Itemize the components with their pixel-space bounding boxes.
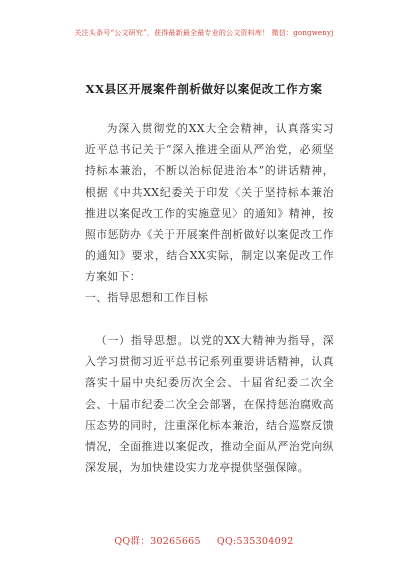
footer-contact xyxy=(0,533,408,547)
footer-qq: QQ:535304092 xyxy=(216,536,294,547)
guiding-principle-paragraph: （一）指导思想。以党的XX大精神为指导，深入学习贯彻习近平总书记系列重要讲话精神，认真落实十届中央纪委历次全会、十届省纪委二次全会、十届市纪委二次全会部署，在保持惩治腐败高压态势的同时，注重深化标本兼治，结合巡察反馈情况，全面推进以案促改，推动全面从严治党向纵深发展，为加快建设实力龙亭提供坚强保障。 xyxy=(85,334,334,475)
section-heading: 一、指导思想和工作目标 xyxy=(85,291,209,304)
document-title: XX县区开展案件剖析做好以案促改工作方案 xyxy=(85,82,323,96)
header-note: 关注头条号“公文研究”，获得最新最全最专业的公文资料库！ 微信：gongwenyj xyxy=(74,29,334,37)
footer-qq-group: QQ群：30265665 xyxy=(114,536,201,547)
intro-paragraph: 为深入贯彻党的XX大全会精神，认真落实习近平总书记关于“深入推进全面从严治党，必须坚持标本兼治，不断以治标促进治本”的讲话精神，根据《中共XX纪委关于印发〈关于坚持标本兼治推进以案促改工作的实施意见〉的通知》精神，按照市惩防办《关于开展案件剖析做好以案促改工作的通知》要求，结合XX实际，制定以案促改工作方案如下： xyxy=(85,122,334,284)
